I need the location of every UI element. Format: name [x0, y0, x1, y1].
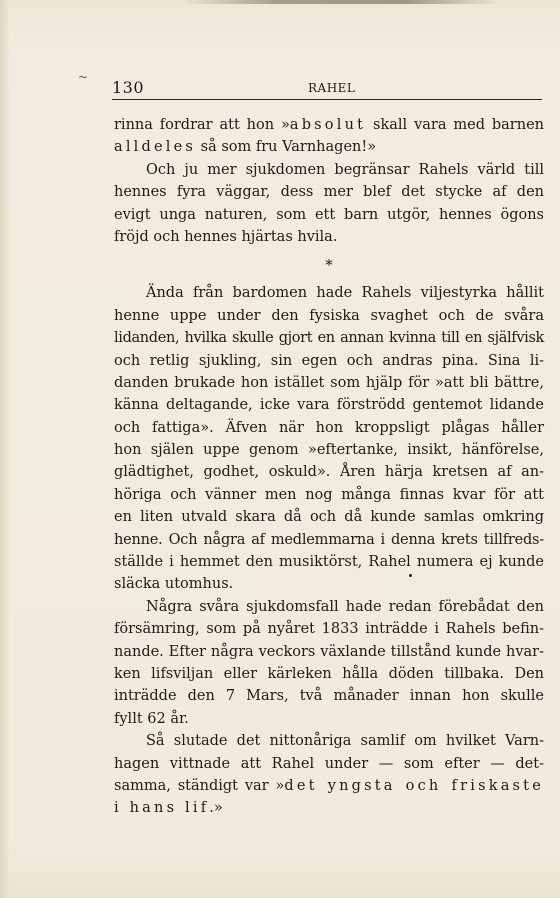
text-line: känna deltagande, icke vara förströdd gentemot lidande [114, 397, 544, 414]
text-line: och fattiga». Äfven när hon kroppsligt plågas håller [114, 419, 544, 436]
text-line: höriga och vänner men nog många finnas kvar för att [114, 486, 544, 503]
text-line: glädtighet, godhet, oskuld». Åren härja kretsen af an- [114, 464, 544, 481]
text-line: hon själen uppe genom »eftertanke, insikt, hänförelse, [114, 442, 544, 459]
spaced-emphasis: absolut [289, 117, 367, 133]
page-edge-shadow [0, 0, 10, 898]
text-line: och retlig sjukling, sin egen och andras pina. Sina li- [114, 352, 544, 369]
text-line: fyllt 62 år. [114, 710, 189, 727]
text-line: ställde i hemmet den musiktörst, Rahel numera ej kunde [114, 554, 544, 571]
text-line: ken lifsviljan eller kärleken hålla döden tillbaka. Den [114, 665, 544, 682]
text-line: Några svåra sjukdomsfall hade redan förebådat den [146, 598, 544, 615]
text-line: rinna fordrar att hon »absolut skall vara med barnen [114, 117, 544, 133]
text-line: försämring, som på nyåret 1833 inträdde i Rahels befin- [114, 621, 544, 638]
spaced-emphasis: det yngsta och friskaste [284, 777, 544, 794]
spaced-emphasis: alldeles [114, 139, 197, 156]
header-rule [112, 99, 542, 100]
spaced-emphasis: i hans lif [114, 800, 210, 817]
section-separator: * [325, 256, 333, 275]
text-line: Och ju mer sjukdomen begränsar Rahels värld till [146, 161, 544, 178]
text-line: fröjd och hennes hjärtas hvila. [114, 228, 338, 245]
text-line: henne uppe under den fysiska svaghet och de svåra [114, 307, 544, 324]
text-line: nande. Efter några veckors växlande tillstånd kunde hvar- [114, 643, 544, 660]
text-line: i hans lif.» [114, 800, 223, 817]
body-text [114, 114, 544, 820]
text-line: Ända från bardomen hade Rahels viljestyrka hållit [146, 285, 544, 302]
text-line: hennes fyra väggar, dess mer blef det stycke af den [114, 184, 544, 201]
text-line: danden brukade hon istället som hjälp för »att bli bättre, [114, 374, 544, 391]
margin-mark: ~ [78, 70, 89, 84]
text-line: henne. Och några af medlemmarna i denna krets tillfreds- [114, 531, 544, 548]
text-line: evigt unga naturen, som ett barn utgör, hennes ögons [114, 206, 544, 223]
ink-speck [409, 574, 412, 577]
text-line: alldeles så som fru Varnhagen!» [114, 139, 377, 156]
text-line: lidanden, hvilka skulle gjort en annan kvinna till en själfvisk [114, 330, 544, 347]
top-edge-smudge [180, 0, 500, 4]
running-head: RAHEL [308, 81, 356, 95]
text-line: samma, ständigt var »det yngsta och friskaste [114, 777, 544, 794]
page-header [112, 78, 542, 100]
text-line: Så slutade det nittonåriga samlif om hvilket Varn- [146, 733, 544, 750]
text-line: släcka utomhus. [114, 576, 234, 593]
text-line: hagen vittnade att Rahel under — som efter — det- [114, 755, 544, 772]
page-number: 130 [112, 78, 145, 97]
text-line: inträdde den 7 Mars, två månader innan hon skulle [114, 688, 544, 705]
text-line: en liten utvald skara då och då kunde samlas omkring [114, 509, 544, 526]
